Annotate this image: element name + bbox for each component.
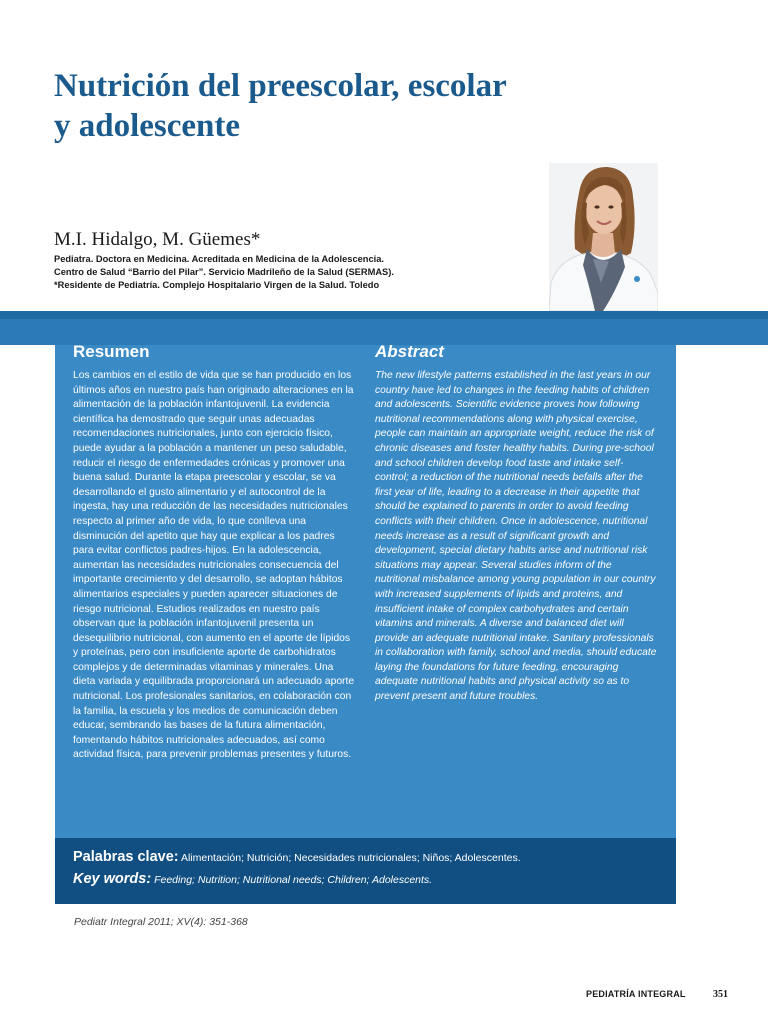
affiliation-line: *Residente de Pediatría. Complejo Hospitalario Virgen de la Salud. Toledo: [54, 280, 380, 290]
keywords-en-text: Feeding; Nutrition; Nutritional needs; Children; Adolescents.: [154, 874, 433, 886]
keywords-es-text: Alimentación; Nutrición; Necesidades nutricionales; Niños; Adolescentes.: [180, 852, 521, 864]
resumen-column: [73, 342, 358, 763]
abstract-box: [55, 342, 676, 838]
affiliations: [54, 253, 534, 292]
article-title: [54, 66, 574, 146]
citation: Pediatr Integral 2011; XV(4): 351-368: [74, 916, 248, 928]
abstract-text: The new lifestyle patterns established in the last years in our country have led to changes in the feeding habits of children and adolescents. Scientific evidence proves how following nutritional recommendations along with physical exercise, people can maintain an appropriate weight, reduce the risk of chronic diseases and foster healthy habits. During pre-school and school children develop food taste and intake self-control; a reduction of the nutritional needs befalls after the first year of life, leading to a decrease in their appetite that should be explained to parents in order to avoid feeding conflicts with their children. Once in adolescence, nutritional needs increase as a result of significant growth and development, special dietary habits arise and nutritional risk situations may appear. Several studies inform of the nutritional misbalance among young population in our country with increased supplements of lipids and proteins, and insufficient intake of complex carbohydrates and certain vitamins and minerals. A diverse and balanced diet will provide an adequate nutritional intake. Sanitary professionals in collaboration with family, school and media, should educate laying the foundations for future feeding, encouraging adequate nutritional habits and physical activity so as to prevent present and future troubles.: [375, 370, 657, 703]
affiliation-line: Centro de Salud “Barrio del Pilar”. Servicio Madrileño de la Salud (SERMAS).: [54, 267, 394, 277]
authors: M.I. Hidalgo, M. Güemes*: [54, 229, 261, 250]
abstract-heading: Abstract: [375, 342, 444, 361]
affiliation-line: Pediatra. Doctora en Medicina. Acreditada en Medicina de la Adolescencia.: [54, 254, 384, 264]
keywords-en-label: Key words:: [73, 871, 152, 887]
author-photo: [549, 163, 658, 311]
page-number: 351: [713, 989, 728, 1000]
title-line-2: y adolescente: [54, 108, 241, 144]
keywords-es: [73, 849, 521, 865]
keywords-box: [55, 838, 676, 904]
abstract-column: [375, 342, 657, 705]
resumen-text: Los cambios en el estilo de vida que se han producido en los últimos años en nuestro país han originado alteraciones en la alimentación de la población infantojuvenil. La evidencia científica ha demostrado que seguir unas adecuadas recomendaciones nutricionales, junto con ejercicio físico, puede ayudar a la población a mantener un peso saludable, reducir el riesgo de enfermedades crónicas y promover una buena salud. Durante la etapa preescolar y escolar, se va desarrollando el gusto alimentario y el autocontrol de la ingesta, hay una reducción de las necesidades nutricionales respecto al primer año de vida, lo que conlleva una disminución del apetito que hay que explicar a los padres para evitar conflictos padres-hijos. En la adolescencia, aumentan las necesidades nutricionales consecuencia del importante crecimiento y del desarrollo, se adoptan hábitos alimentarios especiales y pueden aparecer situaciones de riesgo nutricional. Estudios realizados en nuestro país observan que la población infantojuvenil presenta un desequilibrio nutricional, con aumento en el aporte de lípidos y proteínas, pero con insuficiente aporte de carbohidratos complejos y de determinadas vitaminas y minerales. Una dieta variada y equilibrada proporcionará un adecuado aporte nutricional. Los profesionales sanitarios, en colaboración con la familia, la escuela y los medios de comunicación deben educar, sembrando las bases de la futura alimentación, fomentando hábitos nutricionales adecuados, así como actividad física, para prevenir problemas presentes y futuros.: [73, 370, 355, 761]
band-top-stripe: [0, 311, 768, 319]
title-line-1: Nutrición del preescolar, escolar: [54, 68, 507, 104]
resumen-heading: Resumen: [73, 342, 150, 361]
keywords-en: [73, 871, 432, 887]
keywords-es-label: Palabras clave:: [73, 849, 179, 865]
footer-journal-name: PEDIATRÍA INTEGRAL: [586, 989, 686, 999]
